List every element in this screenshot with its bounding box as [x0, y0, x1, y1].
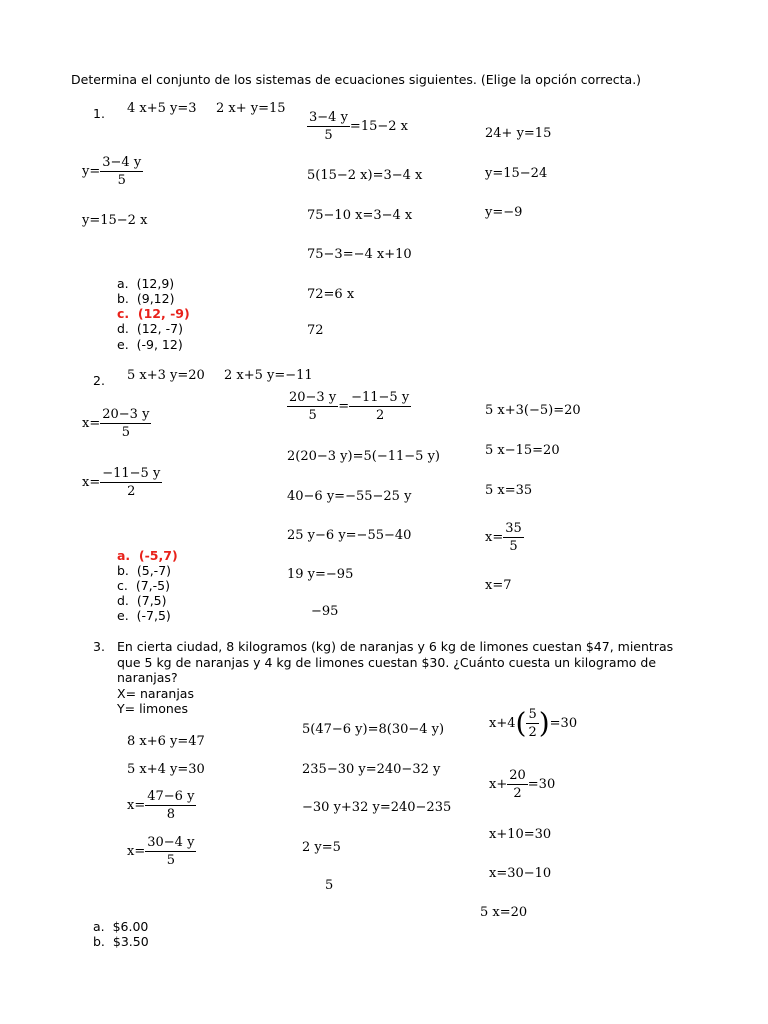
problem-2-mid-step-6: −95: [311, 604, 339, 619]
problem-2-mid-step-5: 19 y=−95: [287, 567, 354, 582]
problem-3-left-step-2: 5 x+4 y=30: [127, 762, 205, 777]
problem-1-mid-step-5: 72=6 x: [307, 287, 355, 302]
instructions: Determina el conjunto de los sistemas de ecuaciones siguientes. (Elige la opción correcta.): [71, 72, 642, 87]
problem-2-right-step-3: 5 x=35: [485, 483, 533, 498]
problem-1-right-step-1: 24+ y=15: [485, 126, 552, 141]
problem-2-mid-step-2: 2(20−3 y)=5(−11−5 y): [287, 449, 440, 464]
problem-3-mid-step-1: 5(47−6 y)=8(30−4 y): [302, 722, 445, 737]
problem-2-right-step-5: x=7: [485, 578, 512, 593]
problem-3-variable-y: Y= limones: [117, 701, 188, 716]
problem-3-right-step-5: 5 x=20: [480, 905, 528, 920]
problem-2-left-step-1: x= $\frac{20-3 y}{5}$: [82, 407, 150, 440]
problem-2-option-b: b. (5,-7): [117, 563, 172, 578]
problem-1-right-step-3: y=−9: [485, 205, 523, 220]
problem-1-mid-step-1: $\frac{3-4 y}{5}$ =15−2 x: [309, 110, 408, 143]
problem-2-mid-step-3: 40−6 y=−55−25 y: [287, 489, 412, 504]
problem-2-option-a-correct: a. (-5,7): [117, 548, 178, 563]
problem-3-mid-step-5: 5: [325, 878, 334, 893]
problem-1-option-b: b. (9,12): [117, 291, 175, 306]
problem-3-right-step-2: x+ $\frac{20}{2}$ =30: [489, 768, 556, 801]
problem-1-right-step-2: y=15−24: [485, 166, 548, 181]
problem-3-variable-x: X= naranjas: [117, 686, 194, 701]
problem-2-right-step-4: x= $\frac{35}{5}$: [485, 521, 522, 554]
problem-2-left-step-2: x= $\frac{-11-5 y}{2}$: [82, 466, 161, 499]
problem-2-mid-step-1: $\frac{20-3 y}{5}$ = $\frac{-11-5 y}{2}$: [289, 390, 410, 423]
problem-2-right-step-1: 5 x+3(−5)=20: [485, 403, 581, 418]
problem-2-equation-1: 5 x+3 y=20: [127, 368, 205, 383]
problem-2-option-d: d. (7,5): [117, 593, 167, 608]
problem-3-mid-step-3: −30 y+32 y=240−235: [302, 800, 452, 815]
problem-2-option-e: e. (-7,5): [117, 608, 171, 623]
problem-2-equation-2: 2 x+5 y=−11: [224, 368, 313, 383]
problem-2-option-c: c. (7,-5): [117, 578, 170, 593]
problem-1-mid-step-3: 75−10 x=3−4 x: [307, 208, 413, 223]
problem-1-option-a: a. (12,9): [117, 276, 175, 291]
problem-3-text-line-3: naranjas?: [117, 670, 178, 685]
problem-2-number: 2.: [93, 373, 105, 388]
problem-1-option-e: e. (-9, 12): [117, 337, 183, 352]
problem-2-mid-step-4: 25 y−6 y=−55−40: [287, 528, 412, 543]
problem-3-mid-step-4: 2 y=5: [302, 840, 341, 855]
problem-3-right-step-1: x+4( $\frac{5}{2}$ )=30: [489, 706, 578, 740]
problem-3-left-step-3: x= $\frac{47-6 y}{8}$: [127, 789, 195, 822]
problem-1-option-c-correct: c. (12, -9): [117, 306, 190, 321]
problem-1-left-step-1: y= $\frac{3-4 y}{5}$: [82, 155, 142, 188]
problem-3-number: 3.: [93, 639, 105, 654]
problem-1-mid-step-2: 5(15−2 x)=3−4 x: [307, 168, 423, 183]
problem-3-left-step-4: x= $\frac{30-4 y}{5}$: [127, 835, 195, 868]
problem-3-right-step-4: x=30−10: [489, 866, 552, 881]
problem-1-option-d: d. (12, -7): [117, 321, 183, 336]
problem-3-text-line-2: que 5 kg de naranjas y 4 kg de limones cuestan $30. ¿Cuánto cuesta un kilogramo de: [117, 655, 657, 670]
problem-1-left-step-2: y=15−2 x: [82, 213, 148, 228]
problem-3-right-step-3: x+10=30: [489, 827, 552, 842]
problem-3-option-a: a. $6.00: [93, 919, 149, 934]
problem-1-mid-step-4: 75−3=−4 x+10: [307, 247, 412, 262]
problem-3-text-line-1: En cierta ciudad, 8 kilogramos (kg) de naranjas y 6 kg de limones cuestan $47, mientras: [117, 639, 674, 654]
problem-3-left-step-1: 8 x+6 y=47: [127, 734, 205, 749]
problem-1-mid-step-6: 72: [307, 323, 324, 338]
problem-3-mid-step-2: 235−30 y=240−32 y: [302, 762, 441, 777]
problem-1-equation-1: 4 x+5 y=3: [127, 101, 197, 116]
problem-1-number: 1.: [93, 106, 105, 121]
problem-3-option-b: b. $3.50: [93, 934, 149, 949]
problem-2-right-step-2: 5 x−15=20: [485, 443, 560, 458]
problem-1-equation-2: 2 x+ y=15: [216, 101, 286, 116]
